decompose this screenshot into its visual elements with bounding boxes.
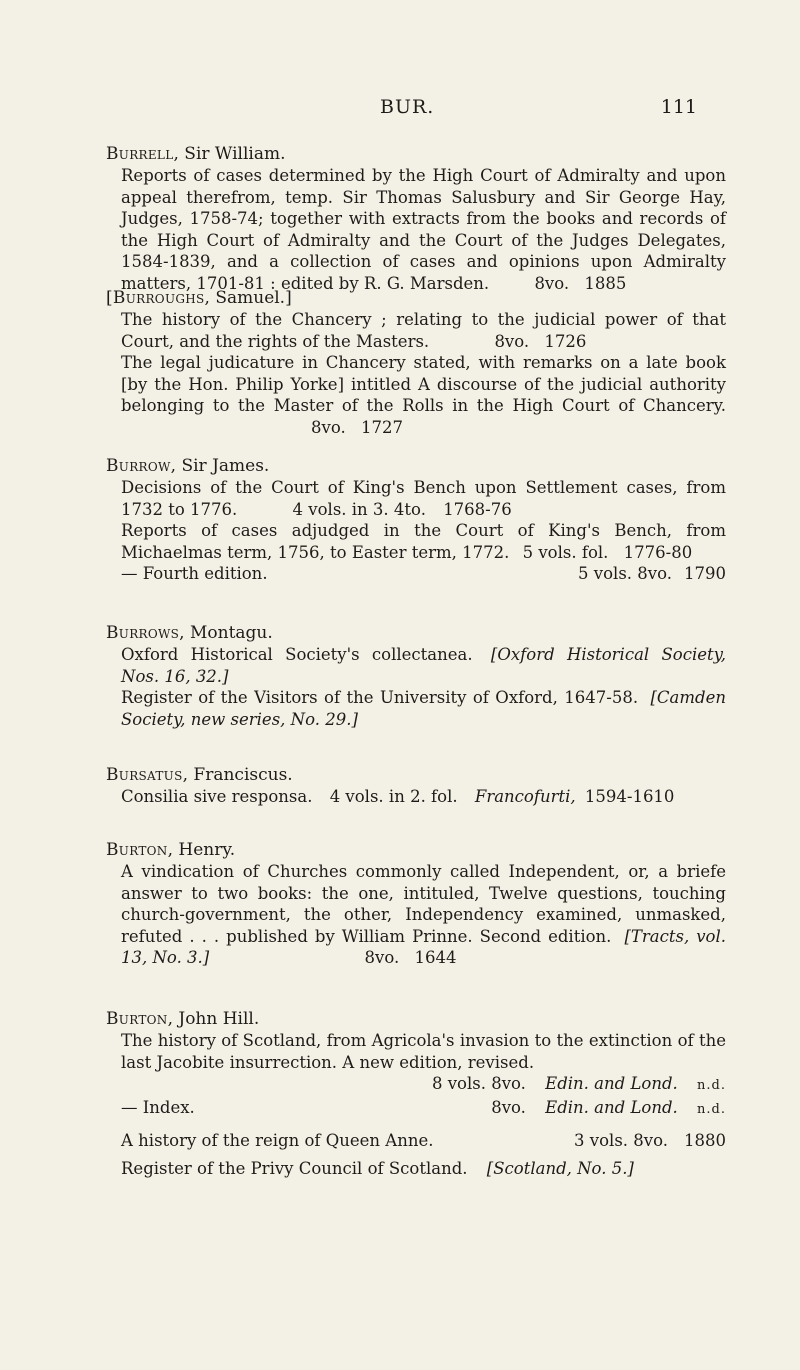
catalogue-item bbox=[106, 1158, 726, 1180]
author-surname: Burrell bbox=[106, 144, 174, 164]
item-format: 8vo. bbox=[534, 273, 570, 293]
catalogue-item-imprint bbox=[106, 1073, 726, 1097]
item-format: 8vo. bbox=[364, 948, 400, 967]
item-title: The history of the Chancery ; relating to the judicial power of that Court, and the rights of the Masters. bbox=[121, 310, 726, 351]
author-heading bbox=[106, 455, 726, 477]
item-date: 1776-80 bbox=[623, 542, 693, 562]
item-date: 1790 bbox=[684, 564, 726, 583]
item-series: [Tracts, vol. 13, No. 3.] bbox=[121, 926, 727, 967]
author-heading bbox=[106, 764, 726, 786]
catalogue-item bbox=[106, 1130, 726, 1152]
catalogue-item bbox=[106, 644, 726, 687]
item-date: 1768-76 bbox=[443, 499, 512, 519]
author-heading bbox=[106, 839, 726, 861]
item-title: A vindication of Churches commonly called Independent, or, a briefe answer to two books: the one, intituled, Twelve questions, touching church-government, the other, Independency examined, unmasked, refuted . . . published by William Prinne. Second edition. bbox=[121, 862, 726, 946]
item-format: 4 vols. in 3. 4to. bbox=[292, 499, 426, 519]
catalogue-item bbox=[106, 687, 726, 730]
author-surname: [Burroughs bbox=[106, 288, 205, 308]
catalogue-item bbox=[106, 1030, 726, 1073]
catalogue-item bbox=[106, 352, 726, 438]
author-surname: Burton bbox=[106, 840, 168, 860]
item-date: 1727 bbox=[360, 417, 403, 437]
author-forename: , Henry. bbox=[167, 840, 236, 860]
author-surname: Burrows bbox=[106, 623, 180, 643]
catalogue-entry-burrow bbox=[106, 455, 726, 585]
item-format: 8vo. bbox=[494, 331, 530, 351]
catalogue-entry-bursatus bbox=[106, 764, 726, 808]
author-surname: Burrow bbox=[106, 456, 171, 476]
catalogue-item bbox=[106, 477, 726, 520]
item-place: Edin. and Lond. bbox=[545, 1074, 678, 1093]
item-date: 1594-1610 bbox=[584, 787, 675, 806]
author-forename: , Sir William. bbox=[173, 144, 286, 164]
item-date: 1885 bbox=[584, 273, 627, 293]
item-format: 5 vols. 8vo. bbox=[578, 564, 672, 583]
catalogue-item bbox=[106, 520, 726, 563]
catalogue-item bbox=[106, 786, 726, 808]
author-surname: Burton bbox=[106, 1009, 168, 1029]
page-number: 111 bbox=[660, 96, 697, 118]
item-title: Oxford Historical Society's collectanea. bbox=[121, 645, 473, 664]
author-forename: , Sir James. bbox=[170, 456, 270, 476]
item-date: n.d. bbox=[697, 1078, 726, 1093]
author-surname: Bursatus bbox=[106, 765, 183, 785]
item-date: n.d. bbox=[697, 1101, 726, 1117]
author-heading bbox=[106, 1008, 726, 1030]
item-title: — Fourth edition. bbox=[121, 564, 268, 583]
catalogue-entry-burton-henry bbox=[106, 839, 726, 969]
item-title: Decisions of the Court of King's Bench upon Settlement cases, from 1732 to 1776. bbox=[121, 478, 726, 519]
item-title: Register of the Privy Council of Scotland. bbox=[121, 1158, 468, 1178]
item-title: Reports of cases adjudged in the Court of King's Bench, from Michaelmas term, 1756, to Easter term, 1772. bbox=[121, 521, 726, 562]
catalogue-entry-burrell bbox=[106, 143, 726, 294]
item-place: Francofurti, bbox=[474, 787, 576, 806]
item-title: Register of the Visitors of the University of Oxford, 1647-58. bbox=[121, 688, 639, 707]
item-date: 1644 bbox=[414, 948, 457, 967]
catalogue-item bbox=[106, 861, 726, 969]
item-title: Consilia sive responsa. bbox=[121, 787, 313, 806]
catalogue-entry-burton-john-hill bbox=[106, 1008, 726, 1179]
catalogue-item bbox=[106, 1097, 726, 1121]
item-format: 8vo. bbox=[491, 1097, 526, 1117]
item-title: The history of Scotland, from Agricola's invasion to the extinction of the last Jacobite insurrection. A new edition, revised. bbox=[121, 1031, 726, 1072]
item-title: The legal judicature in Chancery stated, with remarks on a late book [by the Hon. Philip Yorke] intitled A discourse of the judicial authority belonging to the Master of the Rolls in the High Court of Chancery. bbox=[121, 353, 726, 415]
item-title: Reports of cases determined by the High Court of Admiralty and upon appeal therefrom, temp. Sir Thomas Salusbury and Sir George Hay, Judges, 1758-74; together with extracts from the books and records of the High Court of Admiralty and the Court of the Judges Delegates, 1584-1839, and a collection of cases and opinions upon Admiralty matters, 1701-81 : edited by R. G. Marsden. bbox=[121, 166, 726, 293]
author-forename: , Franciscus. bbox=[182, 765, 293, 785]
item-format: 3 vols. 8vo. bbox=[574, 1131, 668, 1150]
author-forename: , Samuel.] bbox=[204, 288, 292, 308]
catalogue-item bbox=[106, 309, 726, 352]
item-format: 5 vols. fol. bbox=[522, 542, 609, 562]
catalogue-entry-burroughs bbox=[106, 287, 726, 438]
item-title: — Index. bbox=[121, 1097, 195, 1117]
catalogue-item bbox=[106, 563, 726, 585]
item-format: 8 vols. 8vo. bbox=[431, 1074, 526, 1093]
catalogue-item bbox=[106, 165, 726, 294]
item-series: [Camden Society, new series, No. 29.] bbox=[121, 688, 726, 729]
author-forename: , Montagu. bbox=[179, 623, 273, 643]
author-heading bbox=[106, 287, 726, 309]
catalogue-entry-burrows bbox=[106, 622, 726, 730]
running-title: BUR. bbox=[380, 96, 435, 118]
item-date: 1880 bbox=[684, 1131, 726, 1150]
author-heading bbox=[106, 143, 726, 165]
author-heading bbox=[106, 622, 726, 644]
item-date: 1726 bbox=[544, 331, 587, 351]
item-series: [Scotland, No. 5.] bbox=[486, 1158, 634, 1178]
author-forename: , John Hill. bbox=[167, 1009, 260, 1029]
item-series: [Oxford Historical Society, Nos. 16, 32.] bbox=[121, 645, 727, 686]
item-title: A history of the reign of Queen Anne. bbox=[121, 1131, 434, 1150]
item-format: 8vo. bbox=[311, 417, 346, 437]
item-format: 4 vols. in 2. fol. bbox=[329, 787, 458, 806]
item-place: Edin. and Lond. bbox=[545, 1097, 678, 1117]
